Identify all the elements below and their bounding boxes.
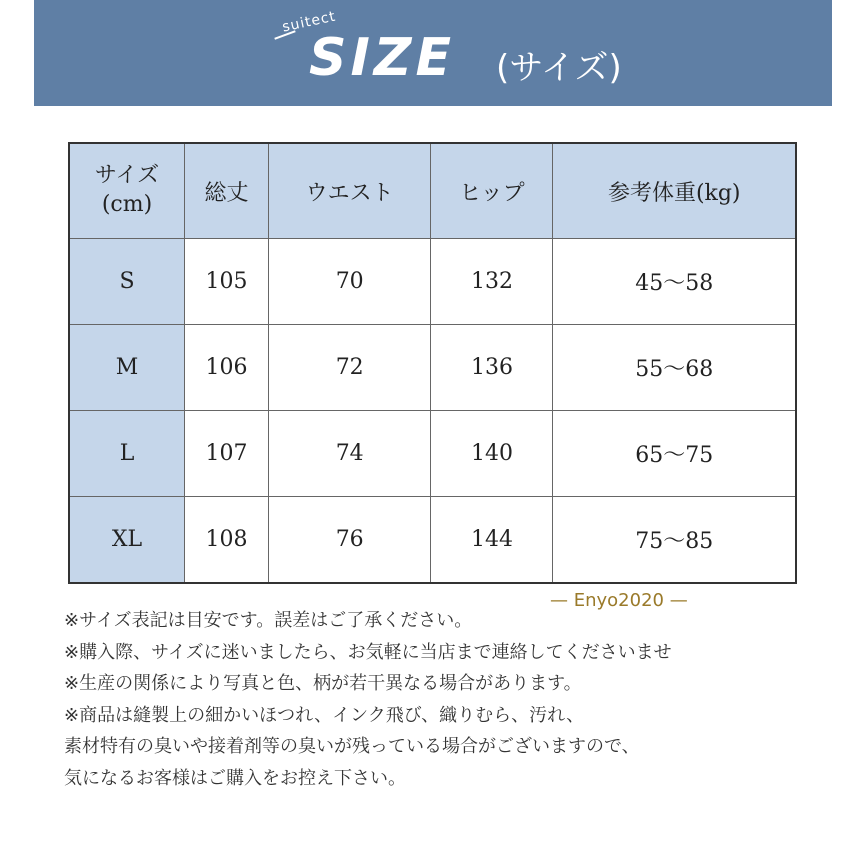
header-waist: ウエスト	[268, 143, 431, 239]
table-row	[69, 239, 796, 325]
note-line: ※購入際、サイズに迷いましたら、お気軽に当店まで連絡してくださいませ	[64, 641, 672, 663]
table-row	[69, 325, 796, 411]
header-hip: ヒップ	[431, 143, 553, 239]
length-cell: 108	[185, 497, 269, 584]
size-banner	[34, 0, 832, 106]
size-title: SIZE	[309, 28, 456, 88]
note-line: 素材特有の臭いや接着剤等の臭いが残っている場合がございますので、	[64, 736, 640, 757]
waist-cell: 70	[268, 239, 431, 325]
length-cell: 107	[185, 411, 269, 497]
waist-cell: 72	[268, 325, 431, 411]
weight-cell: 75〜85	[553, 497, 796, 584]
weight-cell: 45〜58	[553, 239, 796, 325]
length-cell: 105	[185, 239, 269, 325]
weight-cell: 65〜75	[553, 411, 796, 497]
notes	[64, 605, 672, 794]
hip-cell: 132	[431, 239, 553, 325]
size-cell: M	[69, 325, 185, 411]
length-cell: 106	[185, 325, 269, 411]
note-line: ※生産の関係により写真と色、柄が若干異なる場合があります。	[64, 673, 582, 694]
note-line: 気になるお客様はご購入をお控え下さい。	[64, 767, 406, 789]
note-line: ※サイズ表記は目安です。誤差はご了承ください。	[64, 610, 473, 631]
header-size	[69, 143, 185, 239]
hip-cell: 136	[431, 325, 553, 411]
table-row	[69, 411, 796, 497]
size-cell: S	[69, 239, 185, 325]
table-header-row	[69, 143, 796, 239]
hip-cell: 140	[431, 411, 553, 497]
note-line: ※商品は縫製上の細かいほつれ、インク飛び、織りむら、汚れ、	[64, 704, 585, 726]
header-weight: 参考体重(kg)	[553, 143, 796, 239]
weight-cell: 55〜68	[553, 325, 796, 411]
size-cell: L	[69, 411, 185, 497]
size-table	[68, 142, 797, 584]
hip-cell: 144	[431, 497, 553, 584]
header-length: 総丈	[185, 143, 269, 239]
table-row	[69, 497, 796, 584]
brand-subtitle: suitect	[280, 8, 338, 36]
waist-cell: 76	[268, 497, 431, 584]
size-cell: XL	[69, 497, 185, 584]
shop-watermark: — Enyo2020 —	[550, 590, 688, 611]
header-size-label: サイズ (cm)	[94, 163, 160, 217]
waist-cell: 74	[268, 411, 431, 497]
size-title-japanese: (サイズ)	[496, 48, 622, 88]
